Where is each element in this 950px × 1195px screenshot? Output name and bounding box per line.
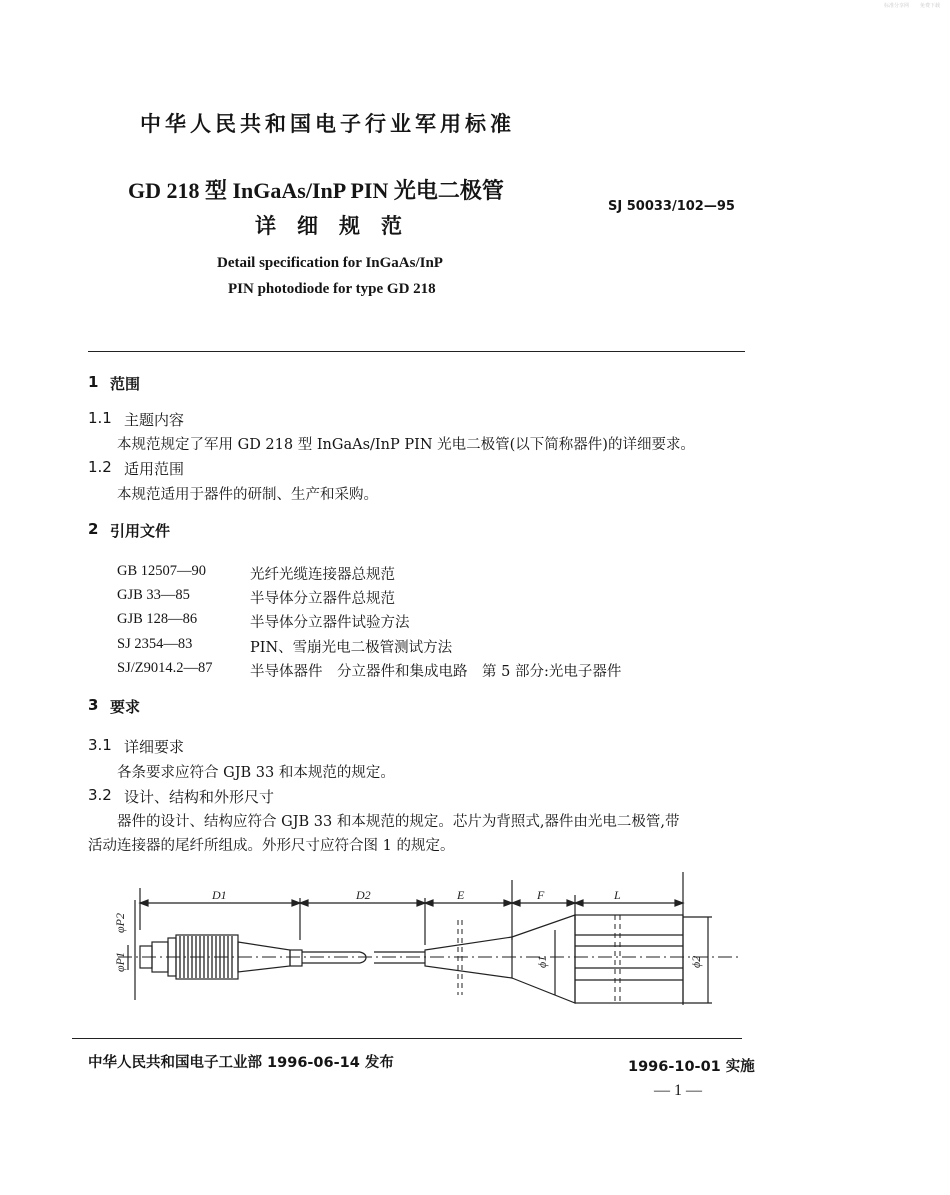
label-l: L <box>614 888 621 902</box>
section-3-2-title: 设计、结构和外形尺寸 <box>124 788 275 806</box>
section-3-title: 要求 <box>110 698 141 716</box>
label-phi-p2: φP2 <box>113 913 127 933</box>
section-3-2-text-line2: 活动连接器的尾纤所组成。外形尺寸应符合图 1 的规定。 <box>88 838 455 854</box>
watermark-right: 免费下载 <box>920 3 941 9</box>
reference-code: SJ 2354—83 <box>117 636 193 652</box>
section-2-number: 2 <box>88 520 99 538</box>
section-1-1-title: 主题内容 <box>124 411 185 429</box>
section-3-1-title: 详细要求 <box>124 738 185 756</box>
section-3-2-number: 3.2 <box>88 786 112 804</box>
english-title-line2: PIN photodiode for type GD 218 <box>228 281 436 297</box>
footer-divider <box>72 1038 742 1039</box>
reference-title: 半导体分立器件试验方法 <box>250 615 410 631</box>
label-e: E <box>457 888 465 902</box>
reference-title: 半导体分立器件总规范 <box>250 591 395 607</box>
issuer-line: 中华人民共和国电子工业部 1996-06-14 发布 <box>88 1055 394 1071</box>
standard-category: 中华人民共和国电子行业军用标准 <box>140 112 515 136</box>
label-phi-p1: φP1 <box>113 952 127 972</box>
label-f: F <box>537 888 545 902</box>
reference-title: PIN、雪崩光电二极管测试方法 <box>250 640 453 656</box>
label-d2: D2 <box>356 888 371 902</box>
reference-code: GB 12507—90 <box>117 563 207 579</box>
section-3-2-text-line1: 器件的设计、结构应符合 GJB 33 和本规范的规定。芯片为背照式,器件由光电二极管,带 <box>117 814 680 830</box>
reference-code: SJ/Z9014.2—87 <box>117 660 213 676</box>
section-1-1-text: 本规范规定了军用 GD 218 型 InGaAs/InP PIN 光电二极管(以下简称器件)的详细要求。 <box>117 437 695 453</box>
section-3-1-text: 各条要求应符合 GJB 33 和本规范的规定。 <box>117 765 395 781</box>
section-3-1-number: 3.1 <box>88 736 112 754</box>
effective-date: 1996-10-01 实施 <box>628 1059 755 1075</box>
section-2-title: 引用文件 <box>110 522 171 540</box>
reference-code: GJB 128—86 <box>117 611 198 627</box>
section-1-title: 范围 <box>110 375 141 393</box>
section-1-1-number: 1.1 <box>88 409 112 427</box>
section-1-2-title: 适用范围 <box>124 460 185 478</box>
page-number: — 1 — <box>654 1082 702 1099</box>
section-1-number: 1 <box>88 373 99 391</box>
label-phi1: ϕ1 <box>535 955 549 968</box>
doc-title-line2: 详 细 规 范 <box>255 214 402 238</box>
standard-number: SJ 50033/102—95 <box>608 199 735 214</box>
label-d1: D1 <box>212 888 227 902</box>
reference-title: 光纤光缆连接器总规范 <box>250 567 395 583</box>
doc-title-line1: GD 218 型 InGaAs/InP PIN 光电二极管 <box>128 178 504 203</box>
reference-code: GJB 33—85 <box>117 587 190 603</box>
english-title-line1: Detail specification for InGaAs/InP <box>217 255 443 271</box>
label-phi2: ϕ2 <box>689 955 703 968</box>
section-1-2-text: 本规范适用于器件的研制、生产和采购。 <box>117 487 378 503</box>
section-3-number: 3 <box>88 696 99 714</box>
section-1-2-number: 1.2 <box>88 458 112 476</box>
watermark-left: 标准分享网 <box>884 3 910 9</box>
device-body <box>575 915 683 1003</box>
reference-title: 半导体器件 分立器件和集成电路 第 5 部分:光电子器件 <box>250 664 622 680</box>
